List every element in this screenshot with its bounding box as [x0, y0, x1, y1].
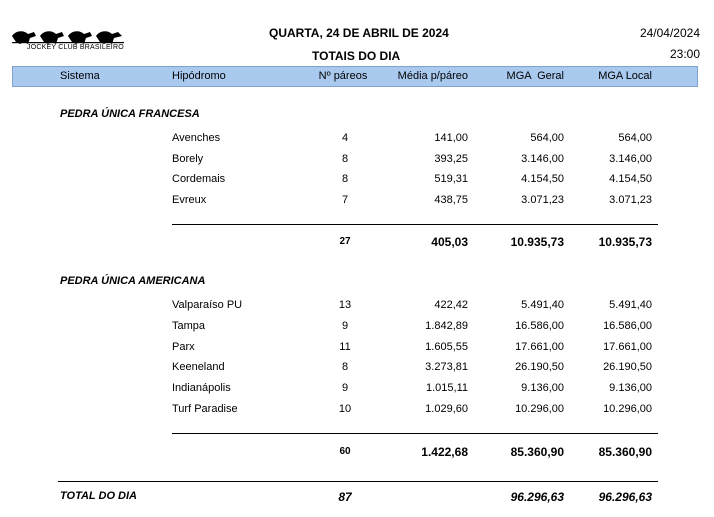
hipodromo-cell: Parx — [172, 341, 195, 353]
mga-geral-cell: 10.296,00 — [515, 403, 564, 415]
media-cell: 519,31 — [434, 173, 468, 185]
subtotal-media: 1.422,68 — [421, 445, 468, 459]
media-cell: 141,00 — [434, 132, 468, 144]
subtotal-mga-geral: 85.360,90 — [510, 445, 564, 459]
mga-geral-cell: 17.661,00 — [515, 341, 564, 353]
pareos-cell: 8 — [341, 153, 349, 165]
pareos-cell: 7 — [341, 194, 349, 206]
subtotal-mga-local: 10.935,73 — [598, 235, 652, 249]
pareos-cell: 8 — [341, 361, 349, 373]
mga-local-cell: 3.071,23 — [609, 194, 652, 206]
mga-geral-cell: 3.146,00 — [521, 153, 564, 165]
hipodromo-cell: Evreux — [172, 194, 207, 206]
media-cell: 1.015,11 — [425, 382, 468, 394]
pareos-cell: 8 — [341, 173, 349, 185]
mga-geral-cell: 9.136,00 — [521, 382, 564, 394]
hipodromo-cell: Tampa — [172, 320, 206, 332]
pareos-cell: 13 — [338, 299, 352, 311]
report-time: 23:00 — [669, 47, 700, 61]
col-hipodromo: Hipódromo — [172, 70, 226, 82]
col-mga-local: MGA Local — [598, 70, 652, 82]
section-title: PEDRA ÚNICA FRANCESA — [60, 108, 200, 120]
subtotal-mga-geral: 10.935,73 — [510, 235, 564, 249]
media-cell: 438,75 — [434, 194, 468, 206]
mga-local-cell: 564,00 — [618, 132, 652, 144]
mga-local-cell: 3.146,00 — [609, 153, 652, 165]
mga-geral-cell: 3.071,23 — [521, 194, 564, 206]
logo-text: JOCKEY CLUB BRASILEIRO — [27, 44, 124, 51]
pareos-cell: 4 — [341, 132, 349, 144]
media-cell: 3.273,81 — [425, 361, 468, 373]
mga-geral-cell: 26.190,50 — [515, 361, 564, 373]
pareos-cell: 9 — [341, 382, 349, 394]
media-cell: 393,25 — [434, 153, 468, 165]
mga-local-cell: 9.136,00 — [609, 382, 652, 394]
jockey-club-logo — [10, 22, 130, 58]
subtotal-pareos: 60 — [339, 446, 351, 457]
report-date: 24/04/2024 — [639, 26, 700, 40]
media-cell: 1.842,89 — [425, 320, 468, 332]
hipodromo-cell: Valparaíso PU — [172, 299, 243, 311]
grand-total-pareos: 87 — [338, 490, 352, 504]
grand-total-label: TOTAL DO DIA — [60, 490, 137, 502]
mga-local-cell: 10.296,00 — [603, 403, 652, 415]
media-cell: 1.029,60 — [425, 403, 468, 415]
media-cell: 422,42 — [434, 299, 468, 311]
hipodromo-cell: Avenches — [172, 132, 221, 144]
hipodromo-cell: Borely — [172, 153, 204, 165]
mga-local-cell: 17.661,00 — [603, 341, 652, 353]
mga-local-cell: 5.491,40 — [609, 299, 652, 311]
section-title: PEDRA ÚNICA AMERICANA — [60, 275, 206, 287]
hipodromo-cell: Cordemais — [172, 173, 226, 185]
grand-total-mga-geral: 96.296,63 — [510, 490, 564, 504]
hipodromo-cell: Keeneland — [172, 361, 225, 373]
mga-geral-cell: 5.491,40 — [521, 299, 564, 311]
col-mga-geral: MGA Geral — [506, 70, 564, 82]
grand-total-mga-local: 96.296,63 — [598, 490, 652, 504]
pareos-cell: 11 — [339, 341, 351, 353]
col-media: Média p/páreo — [397, 70, 468, 82]
mga-geral-cell: 564,00 — [530, 132, 564, 144]
hipodromo-cell: Indianápolis — [172, 382, 231, 394]
pareos-cell: 9 — [341, 320, 349, 332]
pareos-cell: 10 — [338, 403, 352, 415]
subtotal-divider — [172, 224, 658, 225]
subtotal-divider — [172, 433, 658, 434]
subtotal-media: 405,03 — [431, 235, 468, 249]
report-title: TOTAIS DO DIA — [312, 49, 401, 63]
subtotal-mga-local: 85.360,90 — [598, 445, 652, 459]
date-title: QUARTA, 24 DE ABRIL DE 2024 — [269, 26, 449, 40]
mga-local-cell: 4.154,50 — [609, 173, 652, 185]
media-cell: 1.605,55 — [425, 341, 468, 353]
col-sistema: Sistema — [60, 70, 100, 82]
mga-local-cell: 26.190,50 — [603, 361, 652, 373]
subtotal-pareos: 27 — [339, 236, 351, 247]
hipodromo-cell: Turf Paradise — [172, 403, 238, 415]
mga-geral-cell: 16.586,00 — [515, 320, 564, 332]
col-pareos: Nº páreos — [318, 70, 368, 82]
grand-total-divider — [58, 481, 658, 482]
mga-geral-cell: 4.154,50 — [521, 173, 564, 185]
mga-local-cell: 16.586,00 — [603, 320, 652, 332]
